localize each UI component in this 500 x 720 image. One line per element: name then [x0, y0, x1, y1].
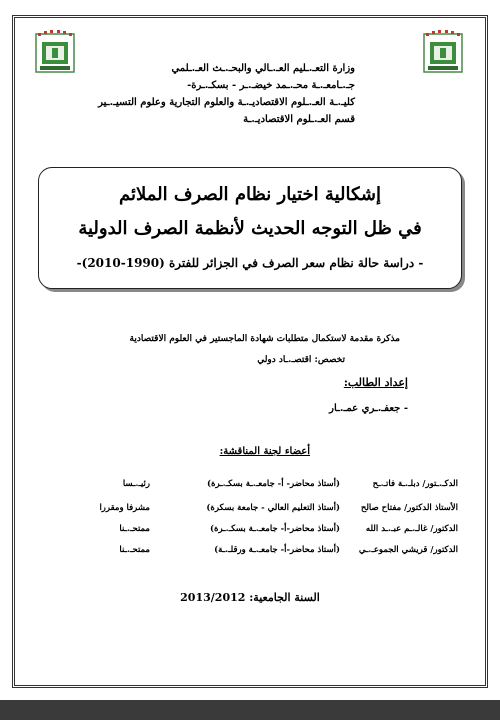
- bottom-bar: [0, 700, 500, 720]
- ministry-line: وزارة التعـ.ـليم العـ.ـالي والبحـ.ـث العـ.ـلمي: [171, 63, 355, 74]
- committee-member-row: [0, 503, 500, 521]
- member-role: ممتحـ.ـنا: [119, 545, 150, 555]
- committee-member-row: [0, 524, 500, 542]
- committee-member-row: [0, 545, 500, 563]
- member-rank: (أستاذ محاضر-أ- جامعـ.ـة بسكـ.ـرة): [209, 524, 340, 534]
- university-line: جـ.ـامعـ.ـة محـ.ـمد خيضـ.ـر - بسكـ.ـرة-: [187, 80, 355, 91]
- member-rank: (أستاذ محاضر- أ- جامعـ.ـة بسكـ.ـرة): [207, 479, 340, 489]
- student-name: - جعفـ.ـري عمـ.ـار: [329, 403, 408, 414]
- prepared-by-label: إعداد الطالب:: [343, 376, 408, 389]
- department-line: قسم العـ.ـلوم الاقتصاديـ.ـة: [243, 114, 355, 125]
- institution-header: [55, 60, 355, 128]
- member-rank: (أستاذ محاضر-أ- جامعـ.ـة ورقلـ.ـة): [214, 545, 340, 555]
- academic-year: السنة الجامعية: 2013/2012: [180, 591, 320, 604]
- memo-description: مذكرة مقدمة لاستكمال متطلبات شهادة الماجستير في العلوم الاقتصادية: [129, 334, 400, 344]
- title-second: في ظل التوجه الحديث لأنظمة الصرف الدولية: [78, 218, 422, 239]
- member-name: الدكـ.ـتور/ دبلـ.ـة فاتـ.ـح: [372, 479, 458, 489]
- member-role: مشرفا ومقررا: [99, 503, 150, 513]
- title-main: إشكالية اختيار نظام الصرف الملائم: [118, 184, 382, 205]
- title-box: [38, 167, 462, 289]
- member-rank: (أستاذ التعليم العالي - جامعة بسكرة): [206, 503, 340, 513]
- faculty-line: كليـ.ـة العـ.ـلوم الاقتصاديـ.ـة والعلوم التجارية وعلوم التسيـ.ـير: [98, 97, 355, 108]
- university-logo-right: [420, 30, 466, 76]
- member-name: الأستاذ الدكتور/ مفتاح صالح: [360, 503, 458, 513]
- committee-member-row: [0, 479, 500, 497]
- committee-label: أعضاء لجنة المناقشة:: [219, 446, 310, 457]
- member-name: الدكتور/ قريشي الجموعـ.ـي: [358, 545, 458, 555]
- specialization: تخصص: اقتصـ.ـاد دولي: [257, 355, 345, 365]
- member-role: رئيـ.ـسا: [122, 479, 150, 489]
- member-role: ممتحـ.ـنا: [119, 524, 150, 534]
- member-name: الدكتور/ غالـ.ـم عبـ.ـد الله: [365, 524, 458, 534]
- title-subtitle: - دراسة حالة نظام سعر الصرف في الجزائر للفترة (1990-2010)-: [76, 256, 424, 270]
